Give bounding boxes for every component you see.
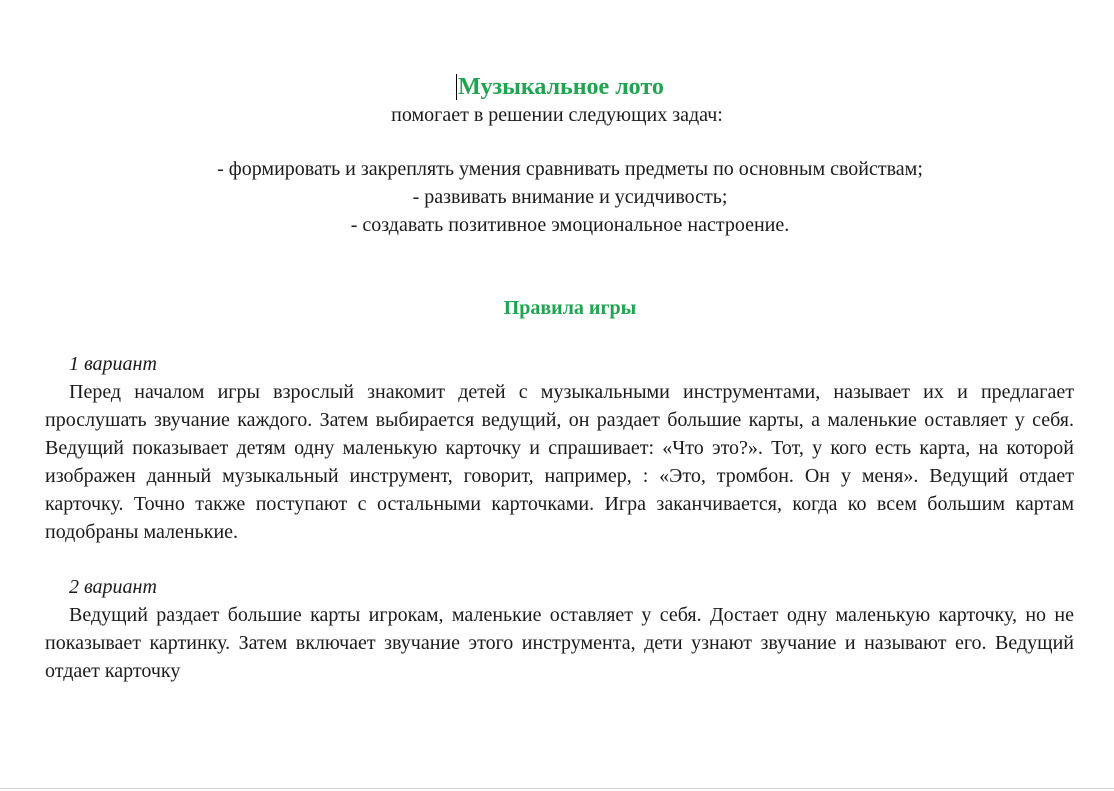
title-block [0,72,1114,102]
variant-1-label: 1 вариант [69,353,157,375]
task-list [0,155,1114,239]
document-title-text: Музыкальное лото [458,74,664,100]
task-item: - развивать внимание и усидчивость; [412,186,728,208]
task-item: - формировать и закреплять умения сравнивать предметы по основным свойствам; [217,158,923,180]
variant-2-text: Ведущий раздает большие карты игрокам, маленькие оставляет у себя. Достает одну маленькую карточку, но не показывает картинку. Затем включает звучание этого инструмента, дети узнают звучание и называют его. Ведущий отдает карточку [45,604,1074,682]
variant-1-text: Перед началом игры взрослый знакомит детей с музыкальными инструментами, называет их и предлагает прослушать звучание каждого. Затем выбирается ведущий, он раздает большие карты, а маленькие оставляет у себя. Ведущий показывает детям одну маленькую карточку и спрашивает: «Что это?». Тот, у кого есть карта, на которой изображен данный музыкальный инструмент, говорит, например, : «Это, тромбон. Он у меня». Ведущий отдает карточку. Точно также поступают с остальными карточками. Игра заканчивается, когда ко всем большим картам подобраны маленькие. [45,381,1074,543]
text-cursor [456,74,457,100]
document-subtitle: помогает в решении следующих задач: [391,104,723,126]
task-item: - создавать позитивное эмоциональное настроение. [350,214,790,236]
variant-2-label: 2 вариант [69,576,157,598]
document-title [456,72,664,102]
rules-heading: Правила игры [503,297,637,319]
